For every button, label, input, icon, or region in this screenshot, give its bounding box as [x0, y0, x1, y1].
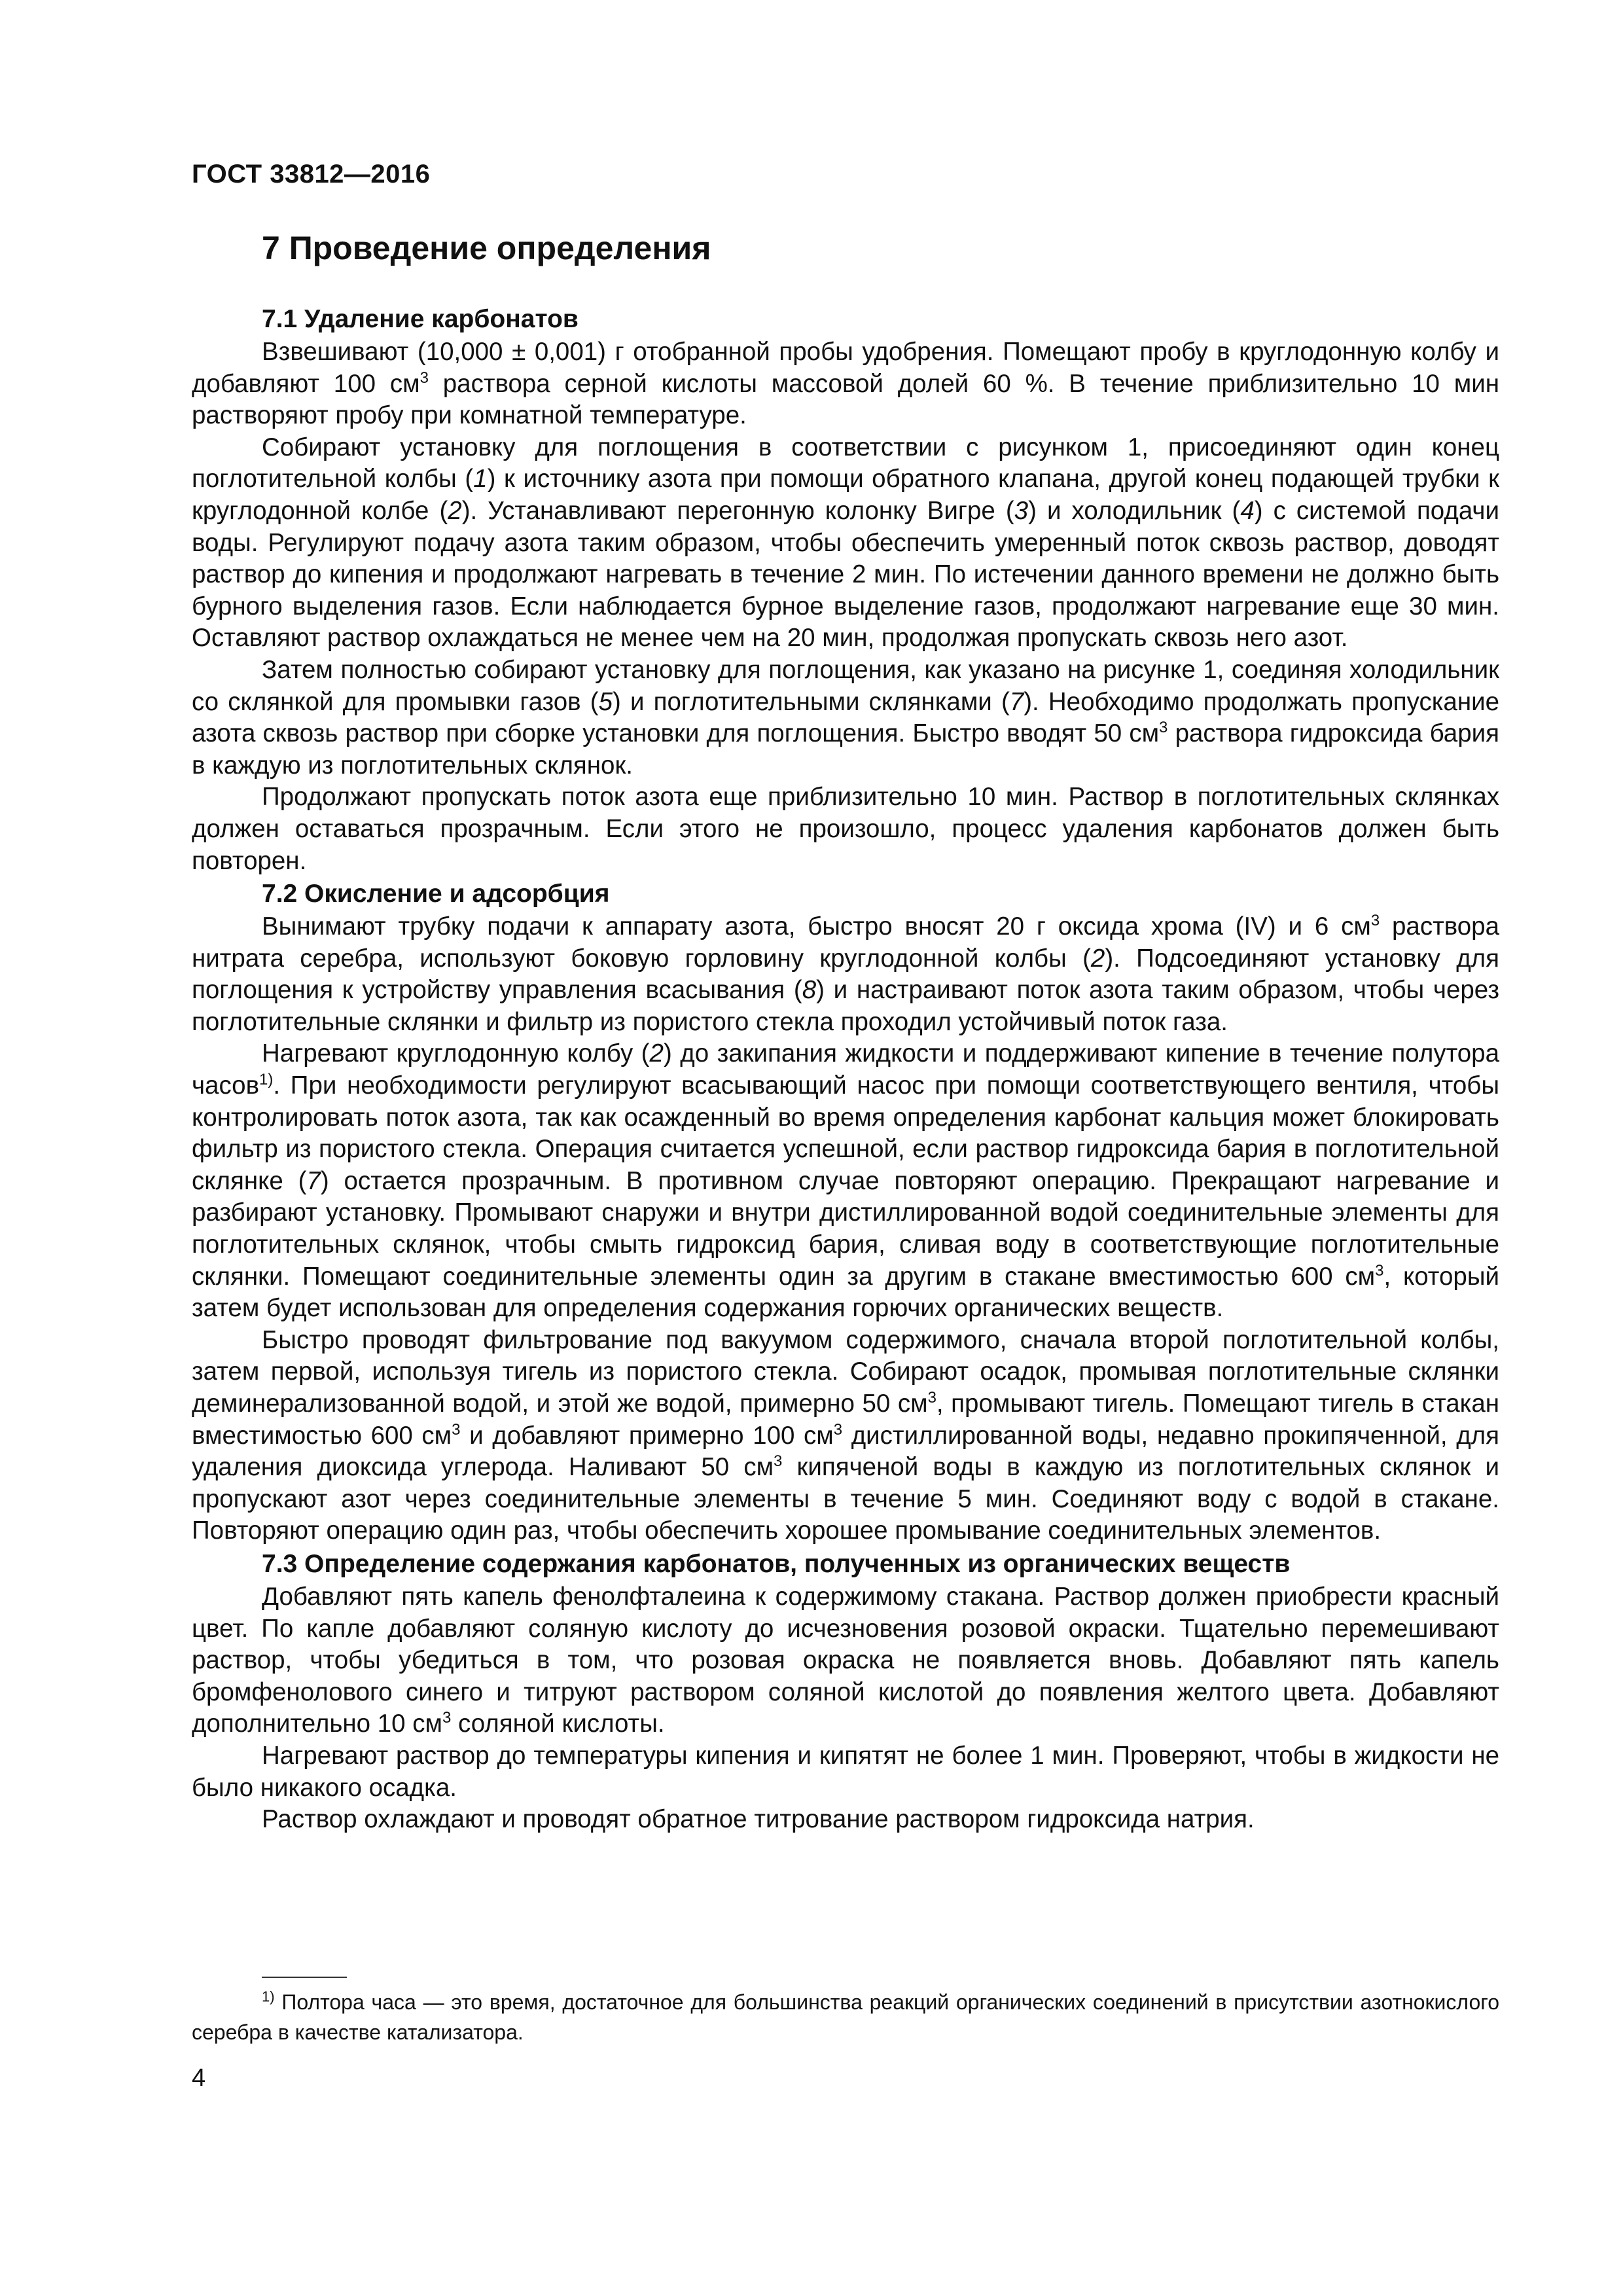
- footnote-marker: 1): [262, 1988, 275, 2005]
- paragraph-7-3-2: Нагревают раствор до температуры кипения и кипятят не более 1 мин. Проверяют, чтобы в жидкости не было никакого осадка.: [192, 1741, 1499, 1802]
- subsection-7-3-title: 7.3 Определение содержания карбонатов, полученных из органических веществ: [262, 1549, 1291, 1578]
- paragraph-7-1-1: Взвешивают (10,000 ± 0,001) г отобранной пробы удобрения. Помещают пробу в круглодонную колбу и добавляют 100 $см^3$ раствора серной кислоты массовой долей 60 %. В течение приблизительно 10 мин растворяют пробу при комнатной температуре.: [192, 338, 1499, 430]
- section-title: 7 Проведение определения: [262, 230, 711, 266]
- paragraph-7-1-3: Затем полностью собирают установку для поглощения, как указано на рисунке 1, соединяя холодильник со склянкой для промывки газов (5) и поглотительными склянками (7). Необходимо продолжать пропускание азота сквозь раствор при сборке установки для поглощения. Быстро вводят 50 $см^3$ раствора гидроксида бария в каждую из поглотительных склянок.: [192, 655, 1499, 780]
- standard-header: ГОСТ 33812—2016: [192, 160, 431, 188]
- footnote-separator: [262, 1977, 347, 1978]
- paragraph-7-3-3: Раствор охлаждают и проводят обратное титрование раствором гидроксида натрия.: [262, 1805, 1255, 1834]
- footnote: $^{1)}$ Полтора часа — это время, достаточное для большинства реакций органических соединений в присутствии азотнокислого серебра в качестве катализатора.: [192, 1988, 1499, 2044]
- paragraph-7-3-1: Добавляют пять капель фенолфталеина к содержимому стакана. Раствор должен приобрести красный цвет. По капле добавляют соляную кислоту до исчезновения розовой окраски. Тщательно перемешивают раствор, чтобы убедиться в том, что розовая окраска не появляется вновь. Добавляют пять капель бромфенолового синего и титруют раствором соляной кислотой до появления желтого цвета. Добавляют дополнительно 10 $см^3$ соляной кислоты.: [192, 1582, 1499, 1738]
- subsection-7-2-title: 7.2 Окисление и адсорбция: [262, 880, 610, 908]
- paragraph-7-1-2: Собирают установку для поглощения в соответствии с рисунком 1, присоединяют один конец поглотительной колбы (1) к источнику азота при помощи обратного клапана, другой конец подающей трубки к круглодонной колбе (2). Устанавливают перегонную колонку Вигре (3) и холодильник (4) с системой подачи воды. Регулируют подачу азота таким образом, чтобы обеспечить умеренный поток сквозь раствор, доводят раствор до кипения и продолжают нагревать в течение 2 мин. По истечении данного времени не должно быть бурного выделения газов. Если наблюдается бурное выделение газов, продолжают нагревание еще 30 мин. Оставляют раствор охлаждаться не менее чем на 20 мин, продолжая пропускать сквозь него азот.: [192, 433, 1500, 653]
- paragraph-7-2-2: Нагревают круглодонную колбу (2) до закипания жидкости и поддерживают кипение в течение полутора часов$^{1)}$. При необходимости регулируют всасывающий насос при помощи соответствующего вентиля, чтобы контролировать поток азота, так как осажденный во время определения карбонат кальция может блокировать фильтр из пористого стекла. Операция считается успешной, если раствор гидроксида бария в поглотительной склянке (7) остается прозрачным. В противном случае повторяют операцию. Прекращают нагревание и разбирают установку. Промывают снаружи и внутри дистиллированной водой соединительные элементы для поглотительных склянок, чтобы смыть гидроксид бария, сливая воду в соответствующие поглотительные склянки. Помещают соединительные элементы один за другим в стакане вместимостью 600 $см^3$, который затем будет использован для определения содержания горючих органических веществ.: [192, 1039, 1500, 1323]
- subsection-7-1-title: 7.1 Удаление карбонатов: [262, 305, 579, 333]
- paragraph-7-2-1: Вынимают трубку подачи к аппарату азота, быстро вносят 20 г оксида хрома (IV) и 6 $см^3$ раствора нитрата серебра, используют боковую горловину круглодонной колбы (2). Подсоединяют установку для поглощения к устройству управления всасывания (8) и настраивают поток азота таким образом, чтобы через поглотительные склянки и фильтр из пористого стекла проходил устойчивый поток газа.: [192, 912, 1499, 1036]
- paragraph-7-2-3: Быстро проводят фильтрование под вакуумом содержимого, сначала второй поглотительной колбы, затем первой, используя тигель из пористого стекла. Собирают осадок, промывая поглотительные склянки деминерализованной водой, и этой же водой, примерно 50 $см^3$, промывают тигель. Помещают тигель в стакан вместимостью 600 $см^3$ и добавляют примерно 100 $см^3$ дистиллированной воды, недавно прокипяченной, для удаления диоксида углерода. Наливают 50 $см^3$ кипяченой воды в каждую из поглотительных склянок и пропускают азот через соединительные элементы в течение 5 мин. Соединяют воду с водой в стакане. Повторяют операцию один раз, чтобы обеспечить хорошее промывание соединительных элементов.: [192, 1325, 1500, 1545]
- document-body: [192, 302, 1499, 1836]
- paragraph-7-1-4: Продолжают пропускать поток азота еще приблизительно 10 мин. Раствор в поглотительных склянках должен оставаться прозрачным. Если этого не произошло, процесс удаления карбонатов должен быть повторен.: [192, 783, 1499, 875]
- footnote-reference: 1): [259, 1071, 274, 1089]
- page-number: 4: [192, 2064, 206, 2092]
